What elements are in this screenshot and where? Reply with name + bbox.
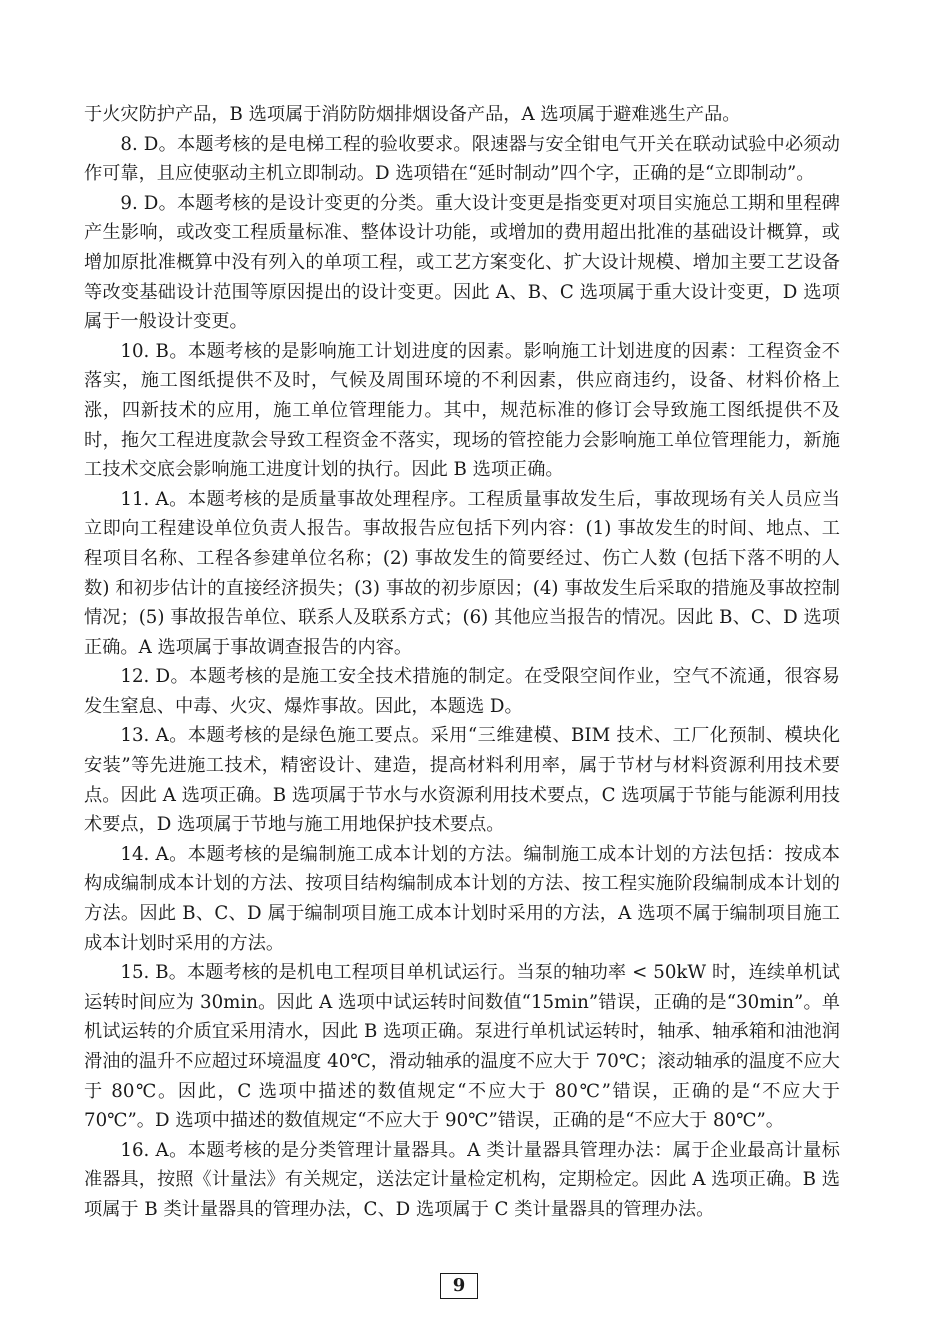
paragraph-14: 14. A。本题考核的是编制施工成本计划的方法。编制施工成本计划的方法包括：按成本构成编制成本计划的方法、按项目结构编制成本计划的方法、按工程实施阶段编制成本计划的方法。因此 B、C、D 属于编制项目施工成本计划时采用的方法，A 选项不属于编制项目施工成本计划时采用的方法。 xyxy=(84,843,840,954)
paragraph-7-continued: 于火灾防护产品，B 选项属于消防防烟排烟设备产品，A 选项属于避难逃生产品。 xyxy=(84,104,741,125)
paragraph-11: 11. A。本题考核的是质量事故处理程序。工程质量事故发生后，事故现场有关人员应当立即向工程建设单位负责人报告。事故报告应包括下列内容：(1) 事故发生的时间、地点、工程项目名称、工程各参建单位名称；(2) 事故发生的简要经过、伤亡人数 (包括下落不明的人数) 和初步估计的直接经济损失；(3) 事故的初步原因；(4) 事故发生后采取的措施及事故控制情况；(5) 事故报告单位、联系人及联系方式；(6) 其他应当报告的情况。因此 B、C、D 选项正确。A 选项属于事故调查报告的内容。 xyxy=(84,488,840,658)
paragraph-13: 13. A。本题考核的是绿色施工要点。采用“三维建模、BIM 技术、工厂化预制、模块化安装”等先进施工技术，精密设计、建造，提高材料利用率，属于节材与材料资源利用技术要点。因此 A 选项正确。B 选项属于节水与水资源利用技术要点，C 选项属于节能与能源利用技术要点，D 选项属于节地与施工用地保护技术要点。 xyxy=(84,725,840,836)
paragraph-15: 15. B。本题考核的是机电工程项目单机试运行。当泵的轴功率 < 50kW 时，连续单机试运转时间应为 30min。因此 A 选项中试运转时间数值“15min”错误，正确的是“30min”。单机试运转的介质宜采用清水，因此 B 选项正确。泵进行单机试运转时，轴承、轴承箱和油池润滑油的温升不应超过环境温度 40℃，滑动轴承的温度不应大于 70℃；滚动轴承的温度不应大于 80℃。因此，C 选项中描述的数值规定“不应大于 80℃”错误，正确的是“不应大于 70℃”。D 选项中描述的数值规定“不应大于 90℃”错误，正确的是“不应大于 80℃”。 xyxy=(84,962,840,1132)
paragraph-12: 12. D。本题考核的是施工安全技术措施的制定。在受限空间作业，空气不流通，很容易发生窒息、中毒、火灾、爆炸事故。因此，本题选 D。 xyxy=(84,666,840,717)
page-number: 9 xyxy=(440,1273,478,1299)
answer-explanations xyxy=(84,100,840,1225)
paragraph-10: 10. B。本题考核的是影响施工计划进度的因素。影响施工计划进度的因素：工程资金不落实，施工图纸提供不及时，气候及周围环境的不利因素，供应商违约，设备、材料价格上涨，四新技术的应用，施工单位管理能力。其中，规范标准的修订会导致施工图纸提供不及时，拖欠工程进度款会导致工程资金不落实，现场的管控能力会影响施工单位管理能力，新施工技术交底会影响施工进度计划的执行。因此 B 选项正确。 xyxy=(84,340,840,481)
paragraph-16: 16. A。本题考核的是分类管理计量器具。A 类计量器具管理办法：属于企业最高计量标准器具，按照《计量法》有关规定，送法定计量检定机构，定期检定。因此 A 选项正确。B 选项属于 B 类计量器具的管理办法，C、D 选项属于 C 类计量器具的管理办法。 xyxy=(84,1139,840,1220)
paragraph-9: 9. D。本题考核的是设计变更的分类。重大设计变更是指变更对项目实施总工期和里程碑产生影响，或改变工程质量标准、整体设计功能，或增加的费用超出批准的基础设计概算，或增加原批准概算中没有列入的单项工程，或工艺方案变化、扩大设计规模、增加主要工艺设备等改变基础设计范围等原因提出的设计变更。因此 A、B、C 选项属于重大设计变更，D 选项属于一般设计变更。 xyxy=(84,192,840,333)
paragraph-8: 8. D。本题考核的是电梯工程的验收要求。限速器与安全钳电气开关在联动试验中必须动作可靠，且应使驱动主机立即制动。D 选项错在“延时制动”四个字，正确的是“立即制动”。 xyxy=(84,133,840,185)
